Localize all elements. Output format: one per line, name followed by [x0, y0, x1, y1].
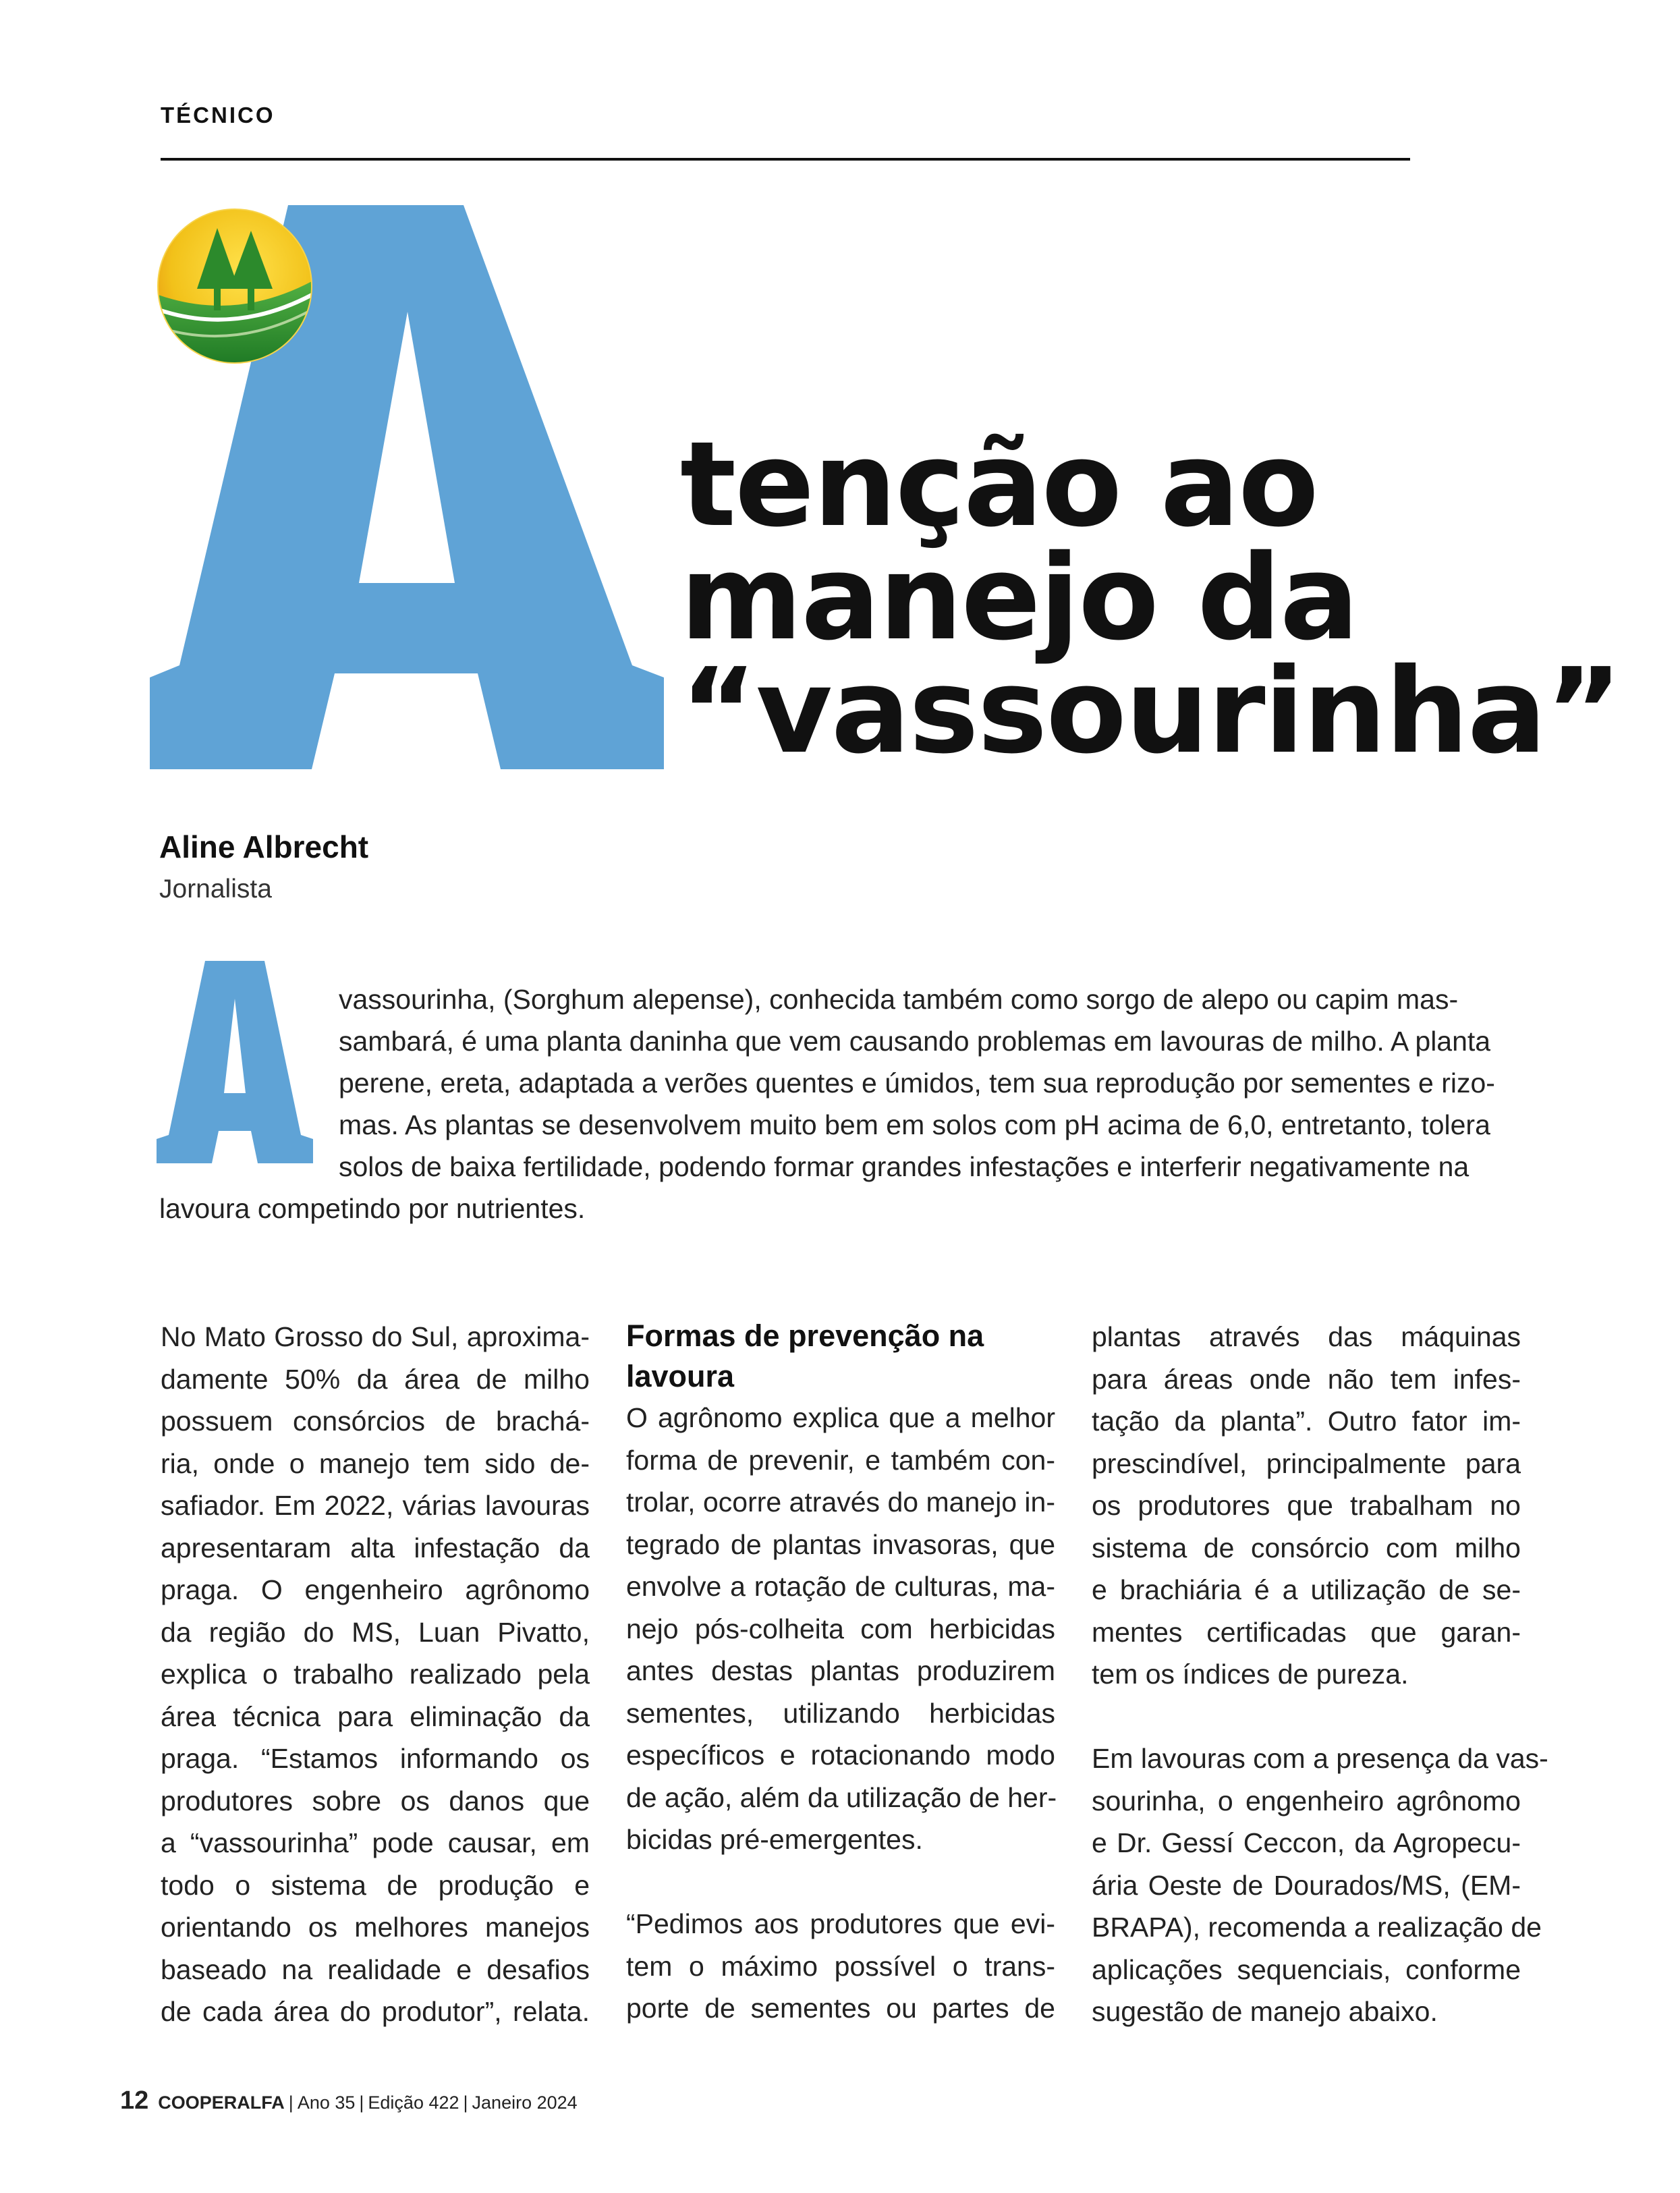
body-line: trolar, ocorre através do manejo in-: [626, 1487, 1055, 1518]
body-line: nejo pós-colheita com herbicidas: [626, 1613, 1055, 1644]
footer-year: Ano 35: [297, 2092, 356, 2113]
intro-line: vassourinha, (Sorghum alepense), conhecida também como sorgo de alepo ou capim mas-: [339, 984, 1459, 1015]
body-line: safiador. Em 2022, várias lavouras: [161, 1490, 590, 1521]
body-line: porte de sementes ou partes de: [626, 1993, 1055, 2024]
body-line: ária Oeste de Dourados/MS, (EM-: [1092, 1869, 1521, 1901]
top-rule: [161, 158, 1410, 161]
body-line: sistema de consórcio com milho: [1092, 1532, 1521, 1563]
body-line: a “vassourinha” pode causar, em: [161, 1827, 590, 1858]
page-footer: [120, 2086, 578, 2115]
body-line: e Dr. Gessí Ceccon, da Agropecu-: [1092, 1827, 1521, 1858]
body-line: BRAPA), recomenda a realização de: [1092, 1912, 1542, 1943]
body-line: tação da planta”. Outro fator im-: [1092, 1406, 1521, 1437]
body-line: bicidas pré-emergentes.: [626, 1824, 923, 1855]
paragraph-gap: [1092, 1696, 1521, 1738]
body-line: forma de prevenir, e também con-: [626, 1444, 1055, 1476]
body-line: mentes certificadas que garan-: [1092, 1616, 1521, 1648]
body-line: de ação, além da utilização de her-: [626, 1781, 1057, 1813]
body-line: tem o máximo possível o trans-: [626, 1950, 1055, 1982]
body-line: envolve a rotação de culturas, ma-: [626, 1571, 1055, 1602]
intro-line: solos de baixa fertilidade, podendo formar grandes infestações e interferir negativamente na: [339, 1151, 1469, 1182]
body-column-1: [161, 1316, 590, 2033]
body-line: os produtores que trabalham no: [1092, 1490, 1521, 1521]
article-title: [680, 416, 1621, 780]
title-line-3: “vassourinha”: [680, 643, 1621, 780]
intro-paragraph: [159, 978, 1495, 1229]
section-heading: Formas de prevenção na: [626, 1318, 984, 1353]
paragraph-gap: [626, 1861, 1055, 1904]
page-number: 12: [120, 2086, 149, 2115]
title-line-1: tenção ao: [680, 416, 1318, 553]
body-line: aplicações sequenciais, conforme: [1092, 1953, 1521, 1985]
title-line-2: manejo da: [680, 530, 1358, 667]
intro-line: mas. As plantas se desenvolvem muito bem em solos com pH acima de 6,0, entretanto, tolera: [339, 1109, 1490, 1140]
section-label: TÉCNICO: [161, 103, 275, 128]
body-line: tegrado de plantas invasoras, que: [626, 1528, 1055, 1560]
intro-line: lavoura competindo por nutrientes.: [159, 1193, 586, 1224]
body-line: sementes, utilizando herbicidas: [626, 1697, 1055, 1729]
body-line: antes destas plantas produzirem: [626, 1655, 1055, 1686]
body-line: baseado na realidade e desafios: [161, 1953, 590, 1985]
author-name: Aline Albrecht: [159, 829, 369, 864]
body-line: Em lavouras com a presença da vas-: [1092, 1743, 1548, 1774]
author-role: Jornalista: [159, 875, 272, 904]
body-line: todo o sistema de produção e: [161, 1869, 590, 1901]
body-line: ria, onde o manejo tem sido de-: [161, 1447, 590, 1479]
body-line: possuem consórcios de brachá-: [161, 1406, 590, 1437]
intro-line: perene, ereta, adaptada a verões quentes e úmidos, tem sua reprodução por sementes e rizo-: [339, 1067, 1495, 1099]
body-line: damente 50% da área de milho: [161, 1363, 590, 1395]
body-line: sourinha, o engenheiro agrônomo: [1092, 1785, 1521, 1816]
body-line: sugestão de manejo abaixo.: [1092, 1996, 1438, 2027]
body-line: apresentaram alta infestação da: [161, 1532, 590, 1563]
body-line: No Mato Grosso do Sul, aproxima-: [161, 1321, 590, 1352]
body-line: e brachiária é a utilização de se-: [1092, 1574, 1521, 1605]
body-line: de cada área do produtor”, relata.: [161, 1996, 590, 2027]
footer-separator: |: [288, 2092, 293, 2113]
body-line: tem os índices de pureza.: [1092, 1659, 1409, 1690]
footer-date: Janeiro 2024: [472, 2092, 578, 2113]
body-line: praga. O engenheiro agrônomo: [161, 1574, 590, 1605]
cooperalfa-logo-icon: [157, 208, 313, 364]
body-line: explica o trabalho realizado pela: [161, 1659, 590, 1690]
body-line: específicos e rotacionando modo: [626, 1740, 1055, 1771]
magazine-name: COOPERALFA: [158, 2092, 285, 2113]
body-line: O agrônomo explica que a melhor: [626, 1402, 1055, 1433]
body-line: praga. “Estamos informando os: [161, 1743, 590, 1774]
intro-line: sambará, é uma planta daninha que vem causando problemas em lavouras de milho. A planta: [339, 1026, 1491, 1057]
body-line: produtores sobre os danos que: [161, 1785, 590, 1816]
body-column-3: [1092, 1316, 1548, 2033]
body-line: prescindível, principalmente para: [1092, 1447, 1521, 1479]
body-column-2: [626, 1316, 1055, 2030]
body-line: para áreas onde não tem infes-: [1092, 1363, 1521, 1395]
footer-edition: Edição 422: [368, 2092, 459, 2113]
footer-separator: |: [463, 2092, 468, 2113]
body-line: área técnica para eliminação da: [161, 1700, 590, 1732]
body-line: orientando os melhores manejos: [161, 1912, 590, 1943]
footer-separator: |: [359, 2092, 364, 2113]
body-line: “Pedimos aos produtores que evi-: [626, 1908, 1055, 1939]
body-line: da região do MS, Luan Pivatto,: [161, 1616, 590, 1648]
section-heading: lavoura: [626, 1359, 735, 1393]
body-line: plantas através das máquinas: [1092, 1321, 1521, 1352]
